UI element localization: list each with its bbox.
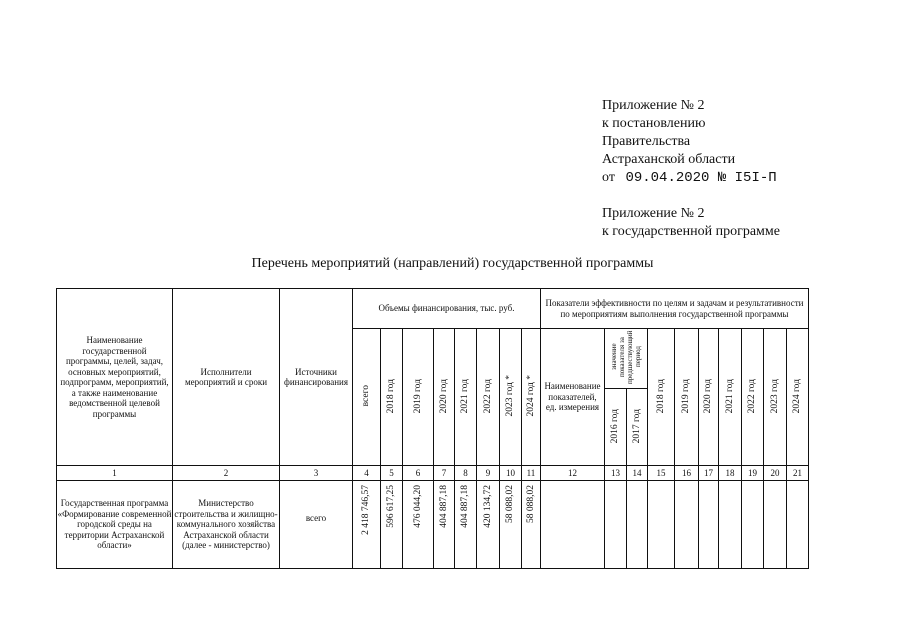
col-header-indicators: Показатели эффективности по целям и задачам и результативности по мероприятиям выполнения государственной программы [540, 289, 808, 329]
header-block-2 [602, 205, 780, 241]
header-line: Правительства [602, 134, 691, 149]
column-number: 12 [540, 466, 604, 481]
header2-line: к государственной программе [602, 224, 780, 239]
date-prefix: от [602, 170, 615, 185]
column-number: 20 [763, 466, 786, 481]
column-number: 19 [741, 466, 763, 481]
empty-cell [604, 481, 626, 569]
col-header-source: Источники финансирования [280, 289, 353, 466]
base-year-header: 2017 год [631, 408, 642, 443]
column-number: 10 [499, 466, 521, 481]
program-name-cell: Государственная программа «Формирование современной городской среды на территории Астраханской области» [57, 481, 173, 569]
document-title: Перечень мероприятий (направлений) государственной программы [251, 256, 654, 271]
column-number: 16 [674, 466, 698, 481]
column-number: 2 [173, 466, 280, 481]
fin-col-header: 2023 год * [505, 375, 516, 417]
empty-cell [698, 481, 718, 569]
fin-value: 476 044,20 [412, 485, 423, 528]
empty-cell [540, 481, 604, 569]
ind-year-header: 2023 год [769, 378, 780, 413]
base-year-header: 2016 год [610, 408, 621, 443]
column-number: 21 [786, 466, 808, 481]
column-number: 18 [718, 466, 741, 481]
header-line: Приложение № 2 [602, 98, 705, 113]
table-header-row-1 [57, 289, 809, 329]
column-number: 3 [280, 466, 353, 481]
column-number: 7 [433, 466, 454, 481]
fin-value: 596 617,25 [386, 485, 397, 528]
base-value-header: значение показателя за предшествующий период [609, 330, 642, 384]
header-date-line [602, 169, 777, 187]
col-header-indicator-name: Наименование показателей, ед. измерения [540, 329, 604, 466]
fin-col-header: всего [361, 385, 372, 407]
fin-value: 404 887,18 [460, 485, 471, 528]
empty-cell [626, 481, 647, 569]
executor-cell: Министерство строительства и жилищно-коммунального хозяйства Астраханской области (далее - министерство) [173, 481, 280, 569]
header-line: к постановлению [602, 116, 706, 131]
col-header-financing: Объемы финансирования, тыс. руб. [352, 289, 540, 329]
fin-col-header: 2018 год [386, 378, 397, 413]
fin-value: 420 134,72 [482, 485, 493, 528]
empty-cell [718, 481, 741, 569]
column-number-row [57, 466, 809, 481]
column-number: 11 [521, 466, 540, 481]
column-number: 17 [698, 466, 718, 481]
ind-year-header: 2021 год [724, 378, 735, 413]
column-number: 8 [454, 466, 476, 481]
column-number: 5 [380, 466, 402, 481]
program-table [56, 288, 809, 569]
empty-cell [647, 481, 674, 569]
ind-year-header: 2024 год [792, 378, 803, 413]
fin-value: 404 887,18 [438, 485, 449, 528]
ind-year-header: 2018 год [655, 378, 666, 413]
ind-year-header: 2019 год [681, 378, 692, 413]
column-number: 13 [604, 466, 626, 481]
ind-year-header: 2022 год [747, 378, 758, 413]
col-header-name: Наименование государственной программы, целей, задач, основных мероприятий, подпрограмм, мероприятий, а также наименование ведомственной целевой программы [57, 289, 173, 466]
header-block [602, 97, 777, 187]
column-number: 1 [57, 466, 173, 481]
column-number: 15 [647, 466, 674, 481]
col-header-executor: Исполнители мероприятий и сроки [173, 289, 280, 466]
column-number: 6 [402, 466, 433, 481]
column-number: 9 [476, 466, 499, 481]
ind-year-header: 2020 год [703, 378, 714, 413]
fin-value: 2 418 746,57 [361, 485, 372, 535]
column-number: 4 [352, 466, 380, 481]
empty-cell [674, 481, 698, 569]
empty-cell [786, 481, 808, 569]
empty-cell [741, 481, 763, 569]
column-number: 14 [626, 466, 647, 481]
fin-col-header: 2022 год [482, 378, 493, 413]
header-line: Астраханской области [602, 152, 736, 167]
fin-value: 58 088,02 [505, 485, 516, 523]
empty-cell [763, 481, 786, 569]
fin-col-header: 2020 год [438, 378, 449, 413]
header2-line: Приложение № 2 [602, 206, 705, 221]
fin-col-header: 2019 год [412, 378, 423, 413]
table-row [57, 481, 809, 569]
fin-col-header: 2021 год [460, 378, 471, 413]
fin-value: 58 088,02 [525, 485, 536, 523]
fin-col-header: 2024 год * [525, 375, 536, 417]
source-cell: всего [280, 481, 353, 569]
date-value: 09.04.2020 № I5I-П [625, 170, 777, 186]
